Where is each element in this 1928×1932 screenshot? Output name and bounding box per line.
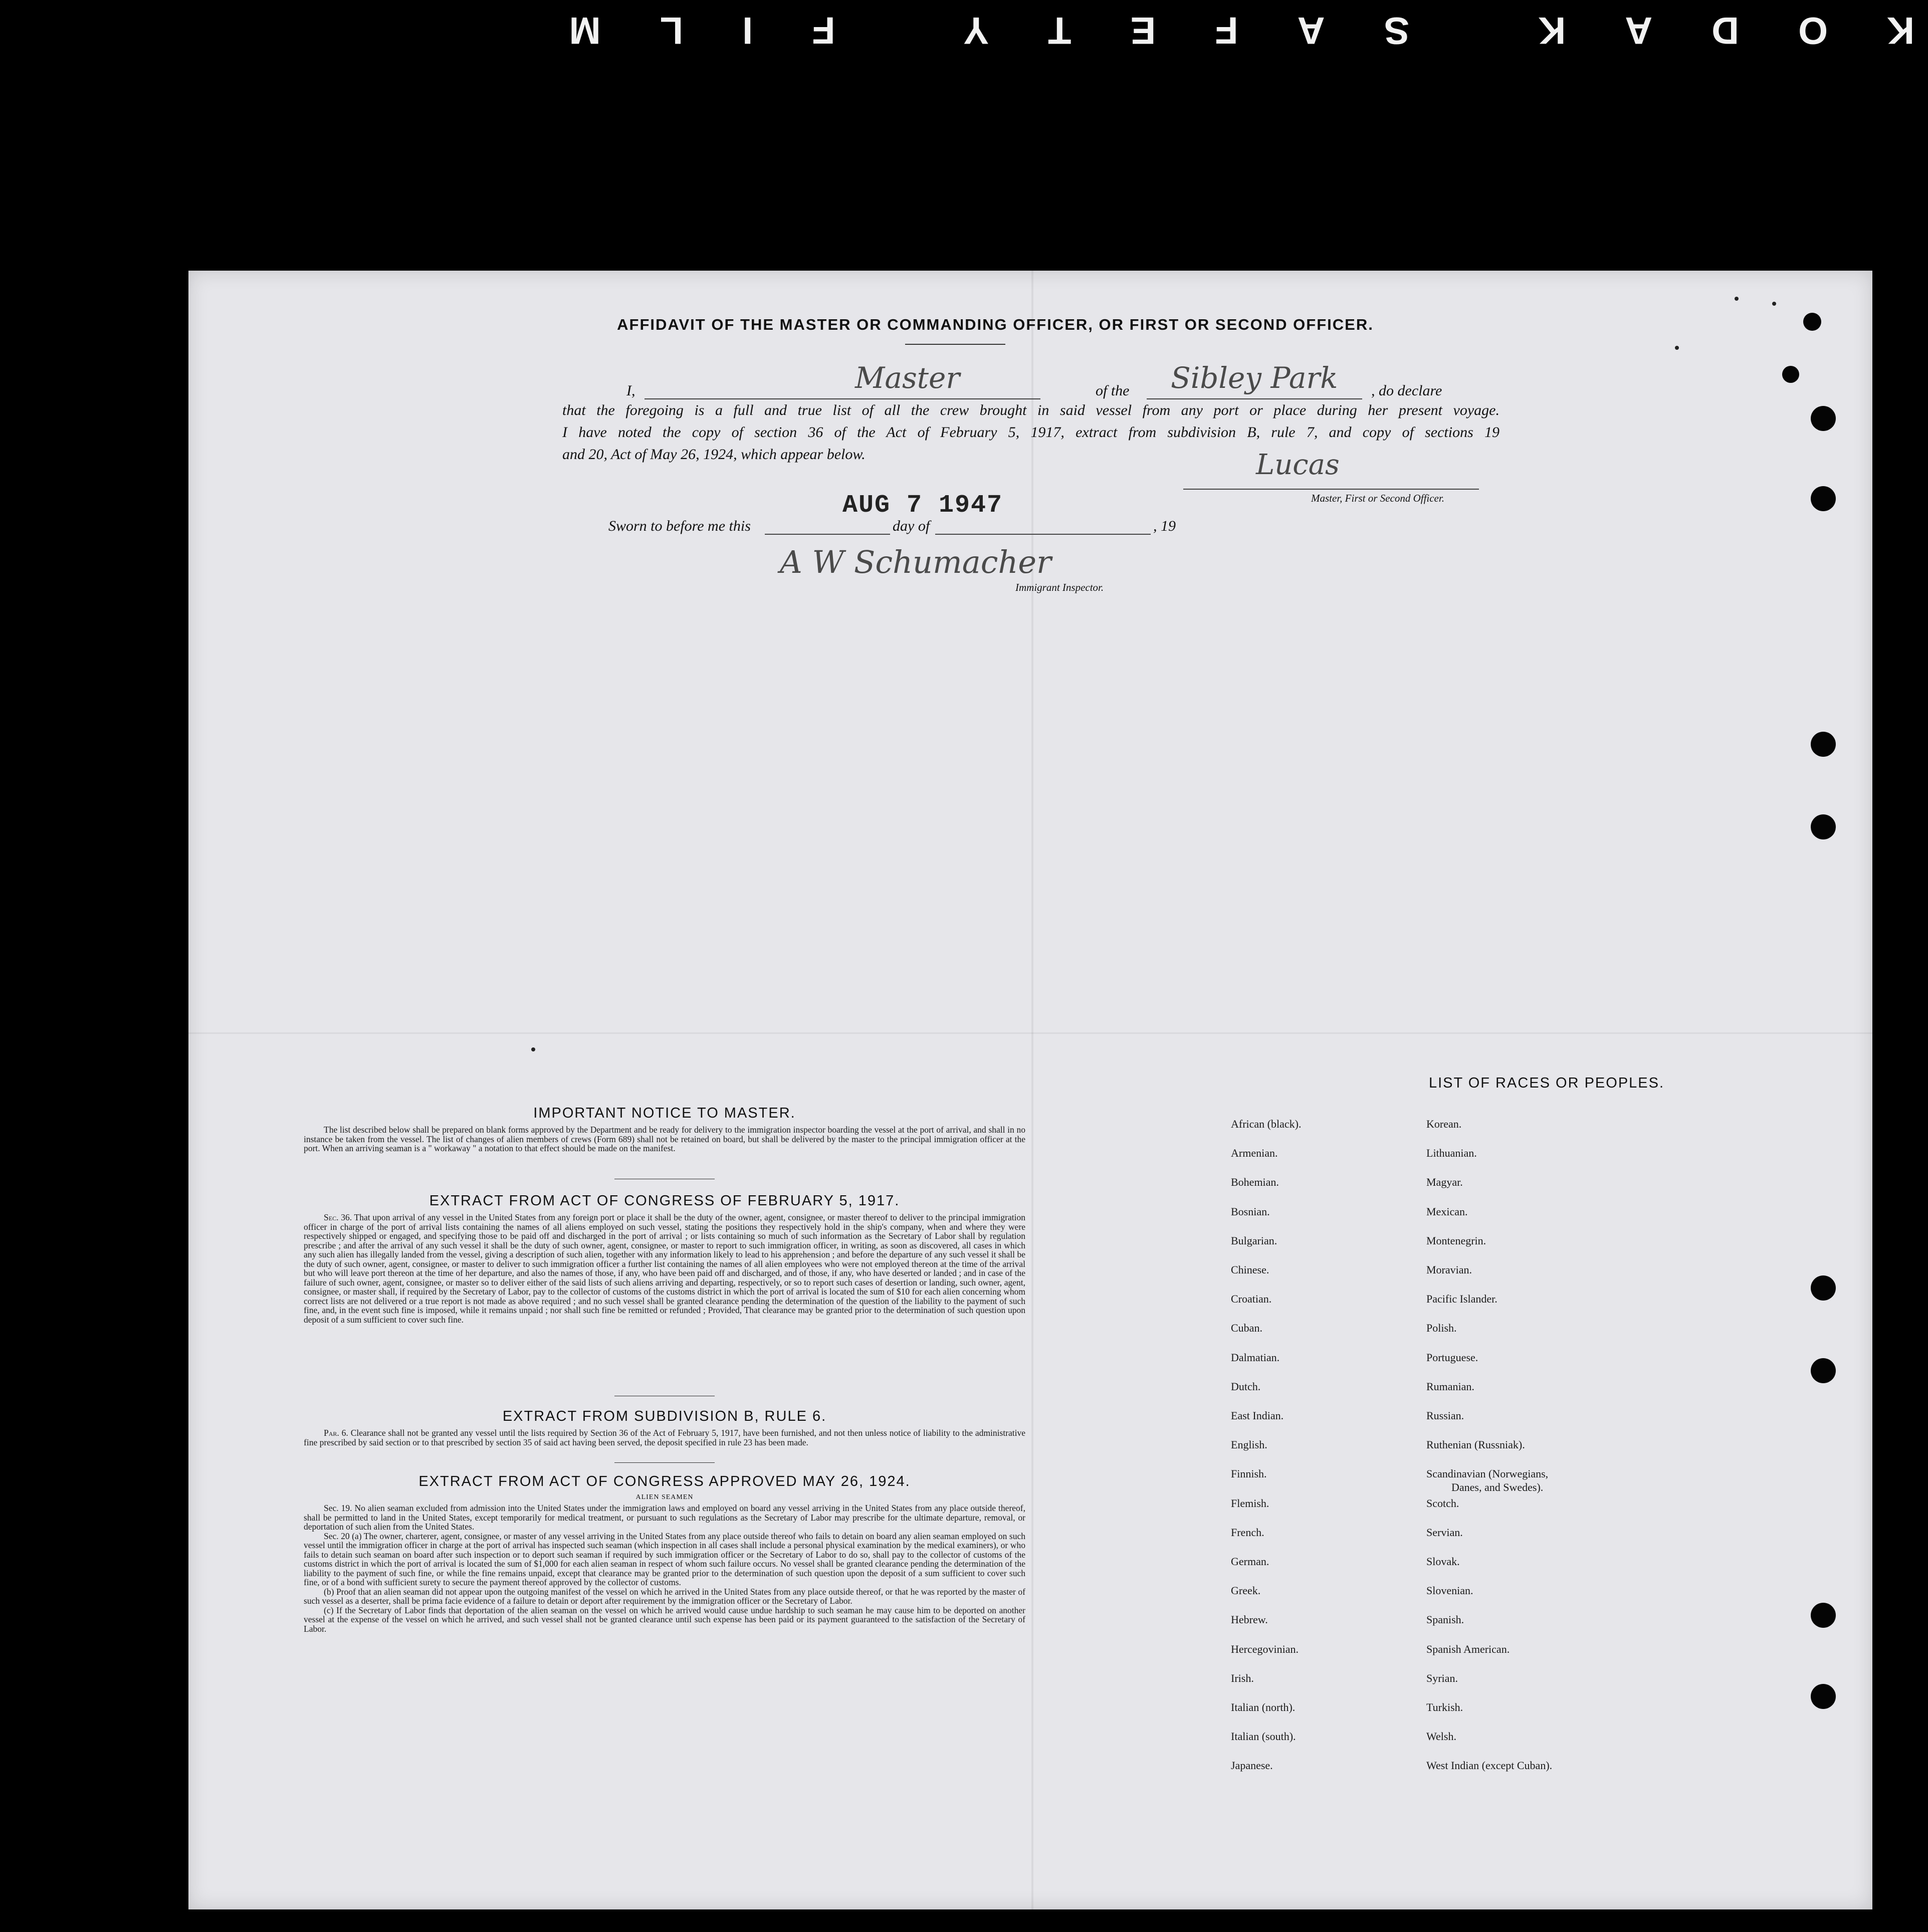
race-item: Slovak. <box>1426 1555 1460 1568</box>
race-item: Japanese. <box>1231 1759 1273 1772</box>
document-page <box>188 271 1872 1909</box>
punch-hole <box>1811 1684 1836 1709</box>
affidavit-line2: that the foregoing is a full and true list of all the crew brought in said vessel from any port or place during her present voyage. <box>562 402 1499 418</box>
race-item: Flemish. <box>1231 1496 1269 1510</box>
signature-line <box>1183 489 1479 490</box>
sec-20a-text: Sec. 20 (a) The owner, charterer, agent, consignee, or master of any vessel arriving in the United States from any place outside thereof who fails to detain on board any alien seaman employed on such vessel until the immigration officer in charge at the port of arrival has inspected such seaman (which inspection in all cases shall include a personal physical examination by the medical examiners), or who fails to detain such seaman on board after such inspection or to deport such seaman if required by such immigration officer or the Secretary of Labor to do so, shall pay to the collector of customs of the customs district in which the port of arrival is located the sum of $1,000 for each alien seaman in respect of whom such failure occurs. No vessel shall be granted clearance pending the determination of the liability to the payment of such fine, or while the fine remains unpaid, except that clearance may be granted prior to the determination of such question upon the deposit of a sum sufficient to cover such fine, or of a bond with sufficient surety to secure the payment thereof approved by the collector of customs. <box>304 1531 1025 1587</box>
race-item: Mexican. <box>1426 1205 1468 1218</box>
race-item: Spanish. <box>1426 1613 1464 1626</box>
rule6-title: EXTRACT FROM SUBDIVISION B, RULE 6. <box>502 1408 827 1424</box>
date-stamp: AUG 7 1947 <box>842 491 1003 520</box>
year-prefix: , 19 <box>1153 518 1176 534</box>
sworn-label: Sworn to before me this <box>608 518 751 534</box>
race-item-continuation: Danes, and Swedes). <box>1451 1481 1544 1494</box>
race-item: Polish. <box>1426 1322 1457 1335</box>
divider <box>614 1462 715 1463</box>
race-item: Magyar. <box>1426 1176 1463 1189</box>
rule6-body <box>304 1428 1025 1447</box>
film-edge-text: KODAK SAFETY FILM <box>510 9 1914 52</box>
sworn-month-line <box>935 534 1151 535</box>
race-item: Spanish American. <box>1426 1642 1510 1655</box>
race-item: Ruthenian (Russniak). <box>1426 1438 1525 1451</box>
race-item: Montenegrin. <box>1426 1234 1486 1247</box>
inspector-caption: Immigrant Inspector. <box>1015 581 1104 593</box>
race-item: West Indian (except Cuban). <box>1426 1759 1553 1772</box>
speck <box>1772 302 1776 306</box>
race-item: French. <box>1231 1526 1264 1539</box>
race-item: Bosnian. <box>1231 1205 1270 1218</box>
punch-hole <box>1811 732 1836 757</box>
handwritten-vessel: Sibley Park <box>1171 361 1338 395</box>
race-item: Irish. <box>1231 1671 1254 1684</box>
punch-hole <box>1811 1275 1836 1301</box>
race-item: Portuguese. <box>1426 1351 1478 1364</box>
sec-20b-text: (b) Proof that an alien seaman did not appear upon the outgoing manifest of the vessel on which he arrived in the United States from any place outside thereof, or that he was reported by the master of such vessel as a deserter, shall be prima facie evidence of a failure to detain or deport after requirement by the immigration officer or the Secretary of Labor. <box>304 1586 1025 1606</box>
sec-19-text: Sec. 19. No alien seaman excluded from admission into the United States under the immigration laws and employed on board any vessel arriving in the United States from any place outside thereof, shall be permitted to land in the United States, except temporarily for medical treatment, or pursuant to such regulations as the Secretary of Labor may prescribe for the ultimate departure, removal, or deportation of such alien from the United States. <box>304 1503 1025 1532</box>
affidavit-title: AFFIDAVIT OF THE MASTER OR COMMANDING OFFICER, OR FIRST OR SECOND OFFICER. <box>617 316 1374 333</box>
master-name-line <box>645 398 1040 399</box>
race-item: Rumanian. <box>1426 1380 1474 1393</box>
race-item: Hebrew. <box>1231 1613 1268 1626</box>
race-item: Italian (south). <box>1231 1730 1296 1743</box>
race-item: Servian. <box>1426 1526 1463 1539</box>
master-signature: Lucas <box>1256 449 1340 481</box>
punch-hole <box>1811 486 1836 511</box>
notice-text: The list described below shall be prepared on blank forms approved by the Department and be ready for delivery to the immigration inspector boarding the vessel at the port of arrival, and shall in no instance be taken from the vessel. The list of changes of alien members of crews (Form 689) shall not be retained on board, but shall be delivered by the master to the principal immigration officer at the port. When an arriving seaman is a " workaway " a notation to that effect should be made on the manifest. <box>304 1125 1025 1153</box>
punch-hole <box>1811 406 1836 431</box>
race-item: Armenian. <box>1231 1147 1278 1160</box>
race-item: Korean. <box>1426 1118 1462 1130</box>
sec-36-text: That upon arrival of any vessel in the United States from any foreign port or place it shall be the duty of the owner, agent, consignee, or master thereof to deliver to the principal immigration officer in charge of the port of arrival lists containing the names of all aliens employed on such vessel, stating the positions they respectively hold in the ship's company, when and where they were respectively shipped or engaged, and specifying those to be paid off and discharged in the port of arrival ; or lists containing so much of such information as the Secretary of Labor shall by regulation prescribe ; and after the arrival of any such vessel it shall be the duty of such owner, agent, consignee, or master to report to such immigration officer, in writing, as soon as discovered, all cases in which any such alien has illegally landed from the vessel, giving a description of such alien, together with any information likely to lead to his apprehension ; and before the departure of any such vessel it shall be the duty of such owner, agent, consignee, or master to deliver to such immigration officer a further list containing the names of all alien employees who were not employed thereon at the time of the arrival but who will leave port thereon at the time of her departure, and also the names of those, if any, who have been paid off and discharged, and of those, if any, who have deserted or landed ; and in case of the failure of such owner, agent, consignee, or master so to deliver either of the said lists of such aliens arriving and departing, respectively, or so to report such cases of desertion or landing, such owner, agent, consignee, or master shall, if required by the Secretary of Labor, pay to the collector of customs of the customs district in which the port of arrival is located the sum of $10 for each alien concerning whom correct lists are not delivered or a true report is not made as above required ; and no such vessel shall be granted clearance pending the determination of the question of the liability to the payment of such fine, and, in the event such fine is imposed, while it remains unpaid ; nor shall such fine be remitted or refunded ; Provided, That clearance may be granted prior to the determination of such question upon deposit of a sum sufficient to cover such fine. <box>304 1212 1025 1325</box>
punch-hole <box>1803 313 1821 331</box>
race-item: Pacific Islander. <box>1426 1293 1497 1306</box>
speck <box>1675 346 1679 350</box>
day-of-label: day of <box>893 518 930 534</box>
punch-hole <box>1811 1358 1836 1383</box>
notice-title: IMPORTANT NOTICE TO MASTER. <box>533 1105 796 1121</box>
film-edge-strip <box>0 0 1928 271</box>
race-item: Turkish. <box>1426 1701 1463 1713</box>
handwritten-master: Master <box>855 361 960 395</box>
extract-1917-title: EXTRACT FROM ACT OF CONGRESS OF FEBRUARY 5, 1917. <box>429 1193 900 1209</box>
race-item: Slovenian. <box>1426 1584 1473 1597</box>
sec-20c-text: (c) If the Secretary of Labor finds that deportation of the alien seaman on the vessel on which he arrived would cause undue hardship to such seaman he may cause him to be deported on another vessel at the expense of the vessel on which he arrived, and such vessel shall not be granted clearance until such expense has been paid or its payment guaranteed to the satisfaction of the Secretary of Labor. <box>304 1605 1025 1634</box>
affidavit-line3: I have noted the copy of section 36 of the Act of February 5, 1917, extract from subdivision B, rule 7, and copy of sections 19 <box>562 424 1499 441</box>
affidavit-declare: , do declare <box>1371 382 1442 399</box>
affidavit-line4: and 20, Act of May 26, 1924, which appear below. <box>562 446 866 463</box>
race-item: Croatian. <box>1231 1293 1272 1306</box>
fold-crease-horizontal <box>188 1032 1872 1034</box>
race-item: Bohemian. <box>1231 1176 1279 1189</box>
race-item: Syrian. <box>1426 1671 1458 1684</box>
race-item: African (black). <box>1231 1118 1302 1130</box>
notice-body <box>304 1125 1025 1153</box>
race-item: Dutch. <box>1231 1380 1261 1393</box>
race-item: Welsh. <box>1426 1730 1456 1743</box>
race-item: Chinese. <box>1231 1263 1269 1276</box>
race-item: Italian (north). <box>1231 1701 1296 1713</box>
race-item: East Indian. <box>1231 1409 1284 1422</box>
race-item: Greek. <box>1231 1584 1261 1597</box>
fold-crease-vertical <box>1031 271 1033 1909</box>
race-item: Moravian. <box>1426 1263 1472 1276</box>
sworn-day-line <box>765 534 890 535</box>
affidavit-of-the: of the <box>1096 382 1130 399</box>
par-6-text: Clearance shall not be granted any vessel until the lists required by Section 36 of the Act of February 5, 1917, have been furnished, and not then unless notice of liability to the administrative fine prescribed by said section or to that prescribed by section 35 of said act having been served, the deposit specified in rule 23 has been made. <box>304 1428 1026 1447</box>
sec-36-label: Sec. 36. <box>324 1212 352 1222</box>
inspector-signature: A W Schumacher <box>780 544 1051 580</box>
vessel-name-line <box>1147 398 1362 399</box>
race-item: Dalmatian. <box>1231 1351 1280 1364</box>
race-item: Bulgarian. <box>1231 1234 1277 1247</box>
alien-seamen-subtitle: ALIEN SEAMEN <box>635 1493 694 1501</box>
punch-hole <box>1811 814 1836 839</box>
extract-1924-title: EXTRACT FROM ACT OF CONGRESS APPROVED MAY 26, 1924. <box>418 1473 911 1489</box>
race-item: Hercegovinian. <box>1231 1642 1299 1655</box>
race-item: Scotch. <box>1426 1496 1459 1510</box>
signature-caption: Master, First or Second Officer. <box>1311 492 1444 504</box>
extract-1924-body <box>304 1504 1025 1633</box>
race-item: German. <box>1231 1555 1269 1568</box>
punch-hole <box>1811 1603 1836 1628</box>
races-title: LIST OF RACES OR PEOPLES. <box>1428 1075 1665 1091</box>
race-item: Scandinavian (Norwegians, <box>1426 1467 1549 1480</box>
race-item: Russian. <box>1426 1409 1464 1422</box>
divider <box>905 344 1005 345</box>
race-item: Lithuanian. <box>1426 1147 1477 1160</box>
race-item: Finnish. <box>1231 1467 1267 1480</box>
speck <box>531 1047 535 1051</box>
race-item: Cuban. <box>1231 1322 1262 1335</box>
extract-1917-body <box>304 1213 1025 1324</box>
punch-hole <box>1782 366 1799 383</box>
speck <box>1735 297 1739 301</box>
par-6-label: Par. 6. <box>324 1428 348 1438</box>
race-item: English. <box>1231 1438 1267 1451</box>
affidavit-i: I, <box>626 382 635 399</box>
